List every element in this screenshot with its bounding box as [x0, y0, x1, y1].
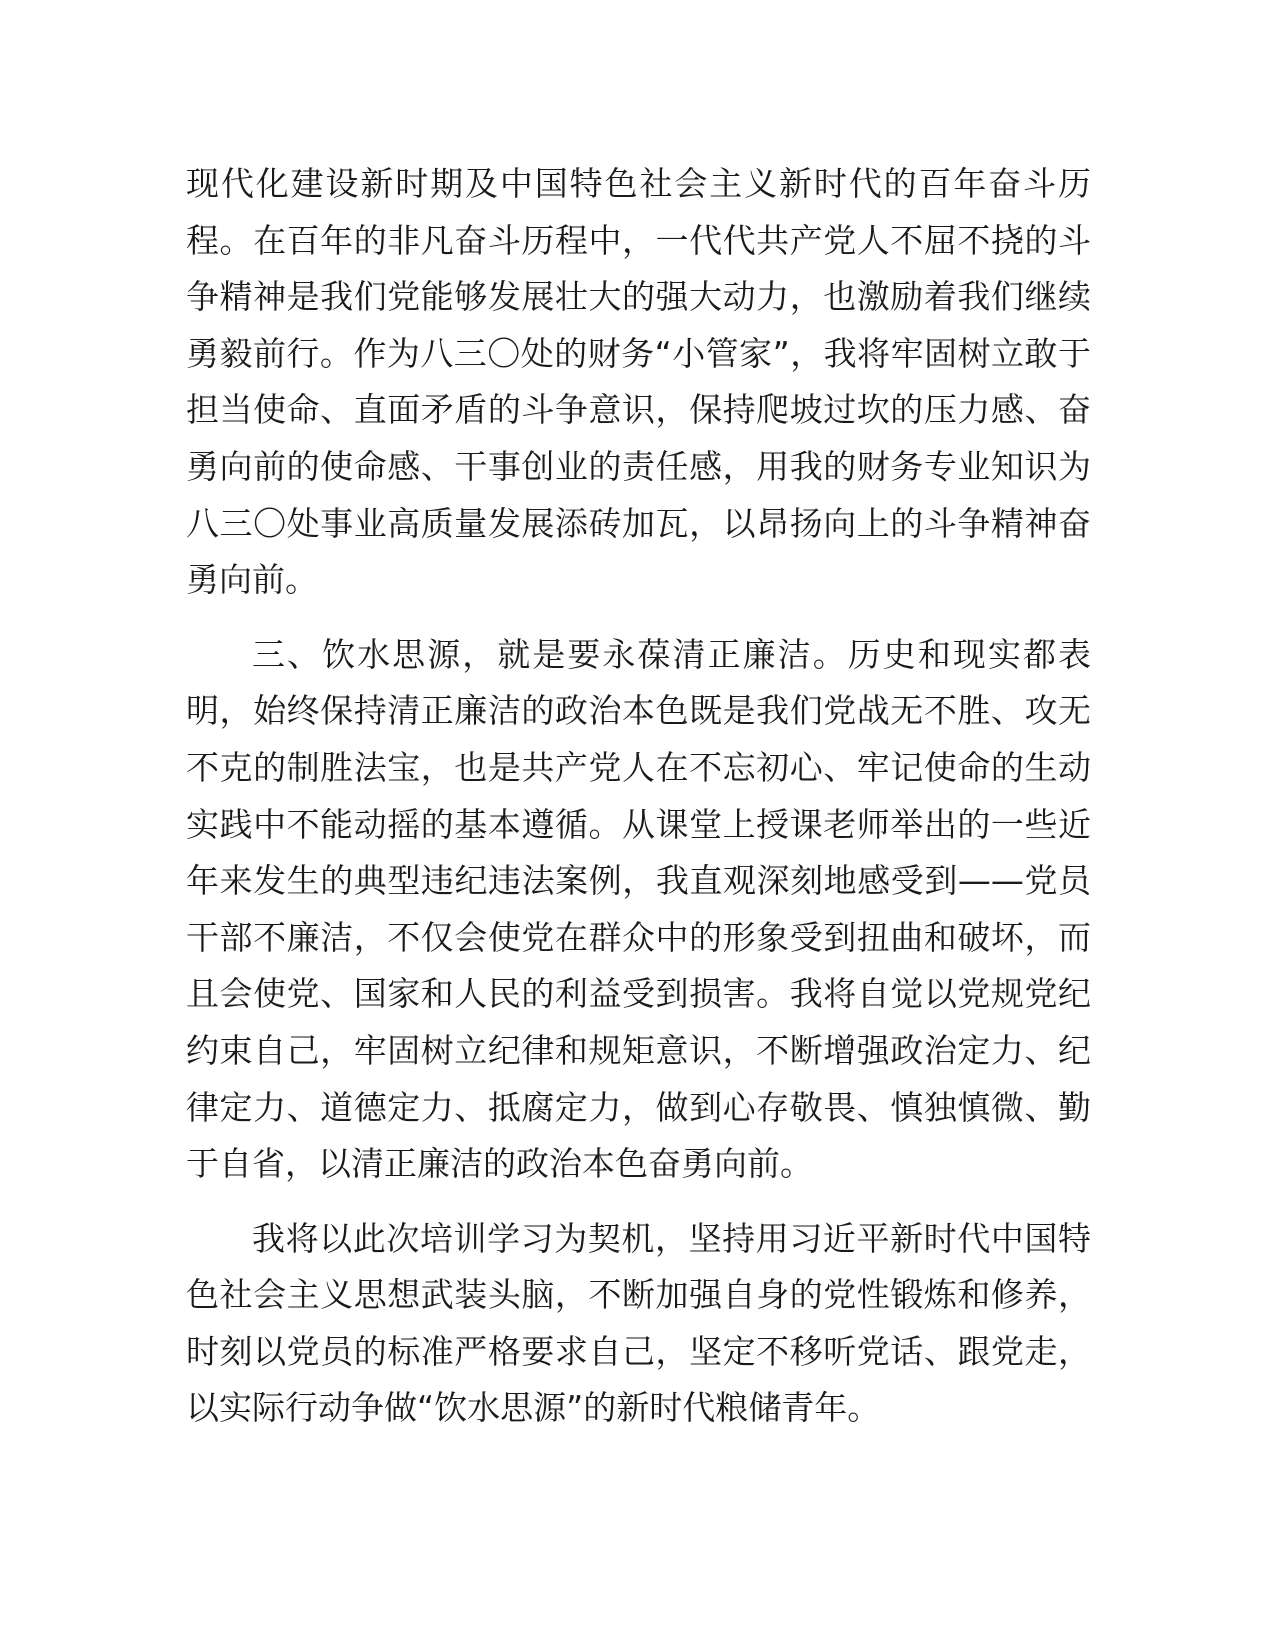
- document-body: [186, 156, 1091, 1437]
- paragraph-section-three: 三、饮水思源，就是要永葆清正廉洁。历史和现实都表明，始终保持清正廉洁的政治本色既是我们党战无不胜、攻无不克的制胜法宝，也是共产党人在不忘初心、牢记使命的生动实践中不能动摇的基本遵循。从课堂上授课老师举出的一些近年来发生的典型违纪违法案例，我直观深刻地感受到——党员干部不廉洁，不仅会使党在群众中的形象受到扭曲和破坏，而且会使党、国家和人民的利益受到损害。我将自觉以党规党纪约束自己，牢固树立纪律和规矩意识，不断增强政治定力、纪律定力、道德定力、抵腐定力，做到心存敬畏、慎独慎微、勤于自省，以清正廉洁的政治本色奋勇向前。: [186, 634, 1091, 1184]
- paragraph-continuation: 现代化建设新时期及中国特色社会主义新时代的百年奋斗历程。在百年的非凡奋斗历程中，一代代共产党人不屈不挠的斗争精神是我们党能够发展壮大的强大动力，也激励着我们继续勇毅前行。作为八三〇处的财务“小管家”，我将牢固树立敢于担当使命、直面矛盾的斗争意识，保持爬坡过坎的压力感、奋勇向前的使命感、干事创业的责任感，用我的财务专业知识为八三〇处事业高质量发展添砖加瓦，以昂扬向上的斗争精神奋勇向前。: [186, 164, 1091, 600]
- paragraph-conclusion: 我将以此次培训学习为契机，坚持用习近平新时代中国特色社会主义思想武装头脑，不断加强自身的党性锻炼和修养，时刻以党员的标准严格要求自己，坚定不移听党话、跟党走，以实际行动争做“饮水思源”的新时代粮储青年。: [186, 1218, 1091, 1428]
